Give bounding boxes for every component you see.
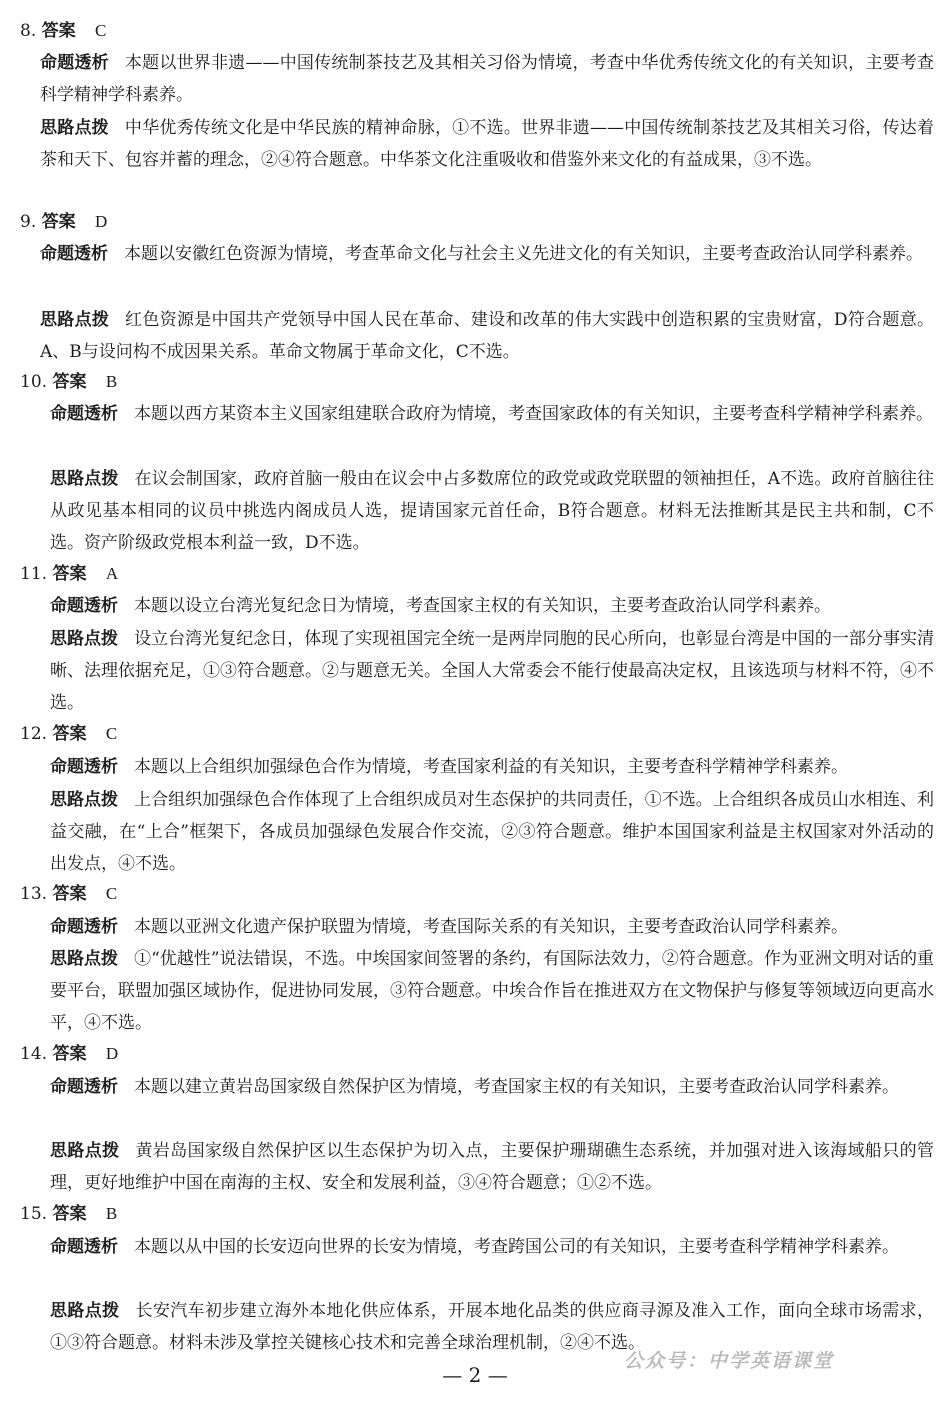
analysis-block [40,47,934,111]
answer-choice: D [95,212,108,231]
analysis-label: 命题透析 [50,1077,118,1097]
hint-block [40,112,934,176]
question-number: 14. [20,1044,48,1064]
hint-text: 中华优秀传统文化是中华民族的精神命脉，①不选。世界非遗——中国传统制茶技艺及其相关习俗，传达着茶和天下、包容并蓄的理念，②④符合题意。中华茶文化注重吸收和借鉴外来文化的有益成果，③不选。 [40,118,935,170]
hint-label: 思路点拨 [40,310,110,330]
answer-label: 答案 [52,564,87,584]
hint-label: 思路点拨 [50,1301,120,1321]
analysis-block [40,238,934,270]
question-number: 9. [20,212,37,232]
analysis-text: 本题以设立台湾光复纪念日为情境，考查国家主权的有关知识，主要考查政治认同学科素养。 [134,596,831,616]
analysis-label: 命题透析 [50,404,118,424]
answer-label: 答案 [52,372,87,392]
answer-label: 答案 [41,21,76,41]
answer-choice: C [95,21,107,40]
hint-block [50,623,934,719]
answer-label: 答案 [41,212,76,232]
hint-label: 思路点拨 [40,118,109,138]
analysis-text: 本题以安徽红色资源为情境，考查革命文化与社会主义先进文化的有关知识，主要考查政治认同学科素养。 [124,244,923,264]
hint-text: ①“优越性”说法错误，不选。中埃国家间签署的条约，有国际法效力，②符合题意。作为亚洲文明对话的重要平台，联盟加强区域协作，促进协同发展，③符合题意。中埃合作旨在推进双方在文物保护与修复等领域迈向更高水平，④不选。 [50,949,935,1033]
hint-text: 红色资源是中国共产党领导中国人民在革命、建设和改革的伟大实践中创造积累的宝贵财富，D符合题意。A、B与设问构不成因果关系。革命文物属于革命文化，C不选。 [40,310,934,362]
answer-choice: C [105,724,118,743]
question-number: 11. [20,564,48,584]
answer-line [20,367,117,397]
analysis-block [50,398,934,430]
hint-block [50,943,934,1039]
analysis-label: 命题透析 [40,244,108,264]
analysis-block [50,751,934,783]
answer-label: 答案 [52,724,87,744]
question-number: 10. [20,372,48,392]
analysis-label: 命题透析 [50,917,118,937]
analysis-label: 命题透析 [50,596,118,616]
answer-choice: B [105,372,118,391]
hint-text: 上合组织加强绿色合作体现了上合组织成员对生态保护的共同责任，①不选。上合组织各成员山水相连、利益交融，在“上合”框架下，各成员加强绿色发展合作交流，②③符合题意。维护本国国家利益是主权国家对外活动的出发点，④不选。 [50,790,935,874]
hint-label: 思路点拨 [50,949,119,969]
hint-block [50,463,934,559]
answer-line [20,719,117,749]
analysis-label: 命题透析 [50,757,118,777]
analysis-text: 本题以上合组织加强绿色合作为情境，考查国家利益的有关知识，主要考查科学精神学科素养。 [134,757,848,777]
answer-choice: B [105,1204,118,1223]
hint-block [50,1135,934,1199]
analysis-text: 本题以世界非遗——中国传统制茶技艺及其相关习俗为情境，考查中华优秀传统文化的有关知识，主要考查科学精神学科素养。 [40,53,935,105]
question-number: 15. [20,1204,48,1224]
hint-text: 黄岩岛国家级自然保护区以生态保护为切入点，主要保护珊瑚礁生态系统，并加强对进入该海域船只的管理，更好地维护中国在南海的主权、安全和发展利益，③④符合题意；①②不选。 [50,1141,935,1193]
answer-line [20,879,117,909]
answer-line [20,16,106,46]
analysis-text: 本题以西方某资本主义国家组建联合政府为情境，考查国家政体的有关知识，主要考查科学精神学科素养。 [134,404,933,424]
hint-block [40,304,934,368]
watermark: 公众号：中学英语课堂 [624,1350,835,1372]
hint-label: 思路点拨 [50,469,119,489]
analysis-block [50,1231,934,1263]
hint-label: 思路点拨 [50,790,119,810]
answer-line [20,559,118,589]
analysis-block [50,590,934,622]
hint-text: 长安汽车初步建立海外本地化供应体系，开展本地化品类的供应商寻源及准入工作，面向全球市场需求，①③符合题意。材料未涉及掌控关键核心技术和完善全球治理机制，②④不选。 [50,1301,935,1353]
answer-line [20,1039,118,1069]
analysis-text: 本题以建立黄岩岛国家级自然保护区为情境，考查国家主权的有关知识，主要考查政治认同学科素养。 [134,1077,899,1097]
answer-choice: C [105,884,118,903]
answer-choice: A [105,564,119,583]
page-number: — 2 — [442,1363,508,1387]
analysis-label: 命题透析 [50,1237,118,1257]
answer-label: 答案 [52,1044,87,1064]
question-number: 12. [20,724,48,744]
answer-line [20,1199,117,1229]
analysis-block [50,1071,934,1103]
answer-label: 答案 [52,884,87,904]
hint-label: 思路点拨 [50,1141,120,1161]
answer-label: 答案 [52,1204,87,1224]
analysis-block [50,911,934,943]
hint-text: 在议会制国家，政府首脑一般由在议会中占多数席位的政党或政党联盟的领袖担任，A不选。政府首脑往往从政见基本相同的议员中挑选内阁成员人选，提请国家元首任命，B符合题意。材料无法推断其是民主共和制，C不选。资产阶级政党根本利益一致，D不选。 [50,469,935,553]
hint-text: 设立台湾光复纪念日，体现了实现祖国完全统一是两岸同胞的民心所向，也彰显台湾是中国的一部分事实清晰、法理依据充足，①③符合题意。②与题意无关。全国人大常委会不能行使最高决定权，且该选项与材料不符，④不选。 [50,629,935,713]
question-number: 8. [20,21,37,41]
hint-block [50,784,934,880]
analysis-label: 命题透析 [40,53,109,73]
analysis-text: 本题以从中国的长安迈向世界的长安为情境，考查跨国公司的有关知识，主要考查科学精神学科素养。 [134,1237,899,1257]
analysis-text: 本题以亚洲文化遗产保护联盟为情境，考查国际关系的有关知识，主要考查政治认同学科素养。 [134,917,848,937]
answer-line [20,207,107,237]
question-number: 13. [20,884,48,904]
hint-label: 思路点拨 [50,629,119,649]
answer-choice: D [105,1044,119,1063]
